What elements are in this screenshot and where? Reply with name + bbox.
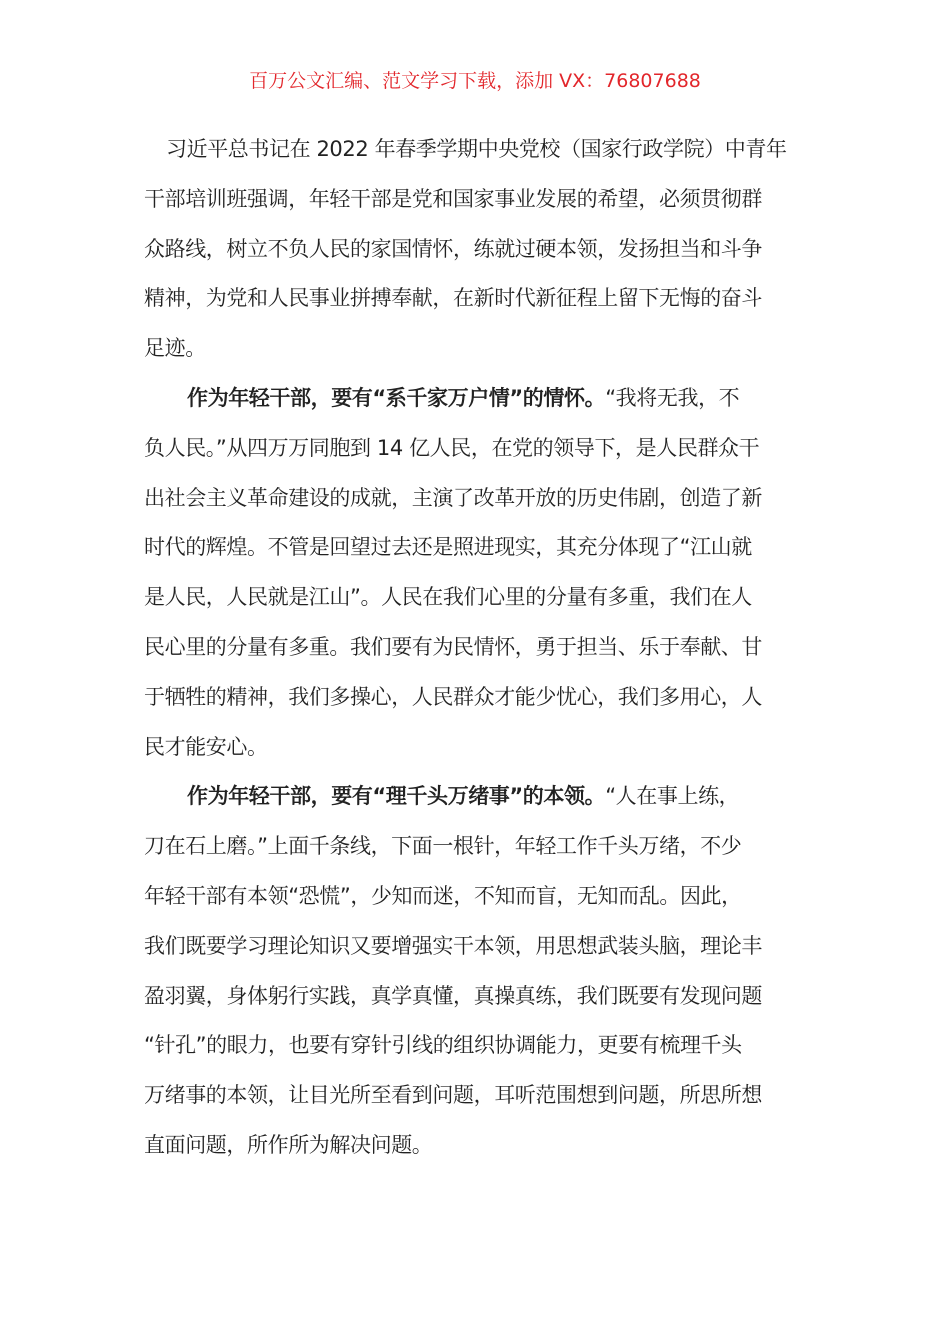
text-line: 负人民。”从四万万同胞到 14 亿人民，在党的领导下，是人民群众干: [144, 435, 760, 460]
paragraph-2: [144, 374, 824, 772]
text-line: [144, 374, 824, 424]
text-line: 年轻干部有本领“恐慌”，少知而迷，不知而盲，无知而乱。因此，: [144, 883, 742, 908]
text-line: 精神，为党和人民事业拼搏奉献，在新时代新征程上留下无悔的奋斗: [144, 286, 762, 311]
text-line: “针孔”的眼力，也要有穿针引线的组织协调能力，更要有梳理千头: [144, 1033, 742, 1058]
text-line: [144, 772, 824, 822]
paragraph-3: [144, 772, 824, 1170]
text-line: 于牺牲的精神，我们多操心，人民群众才能少忧心，我们多用心，人: [144, 684, 762, 709]
text-line: 出社会主义革命建设的成就，主演了改革开放的历史伟剧，创造了新: [144, 485, 762, 510]
text-line: 我们既要学习理论知识又要增强实干本领，用思想武装头脑，理论丰: [144, 933, 762, 958]
text-line: 刀在石上磨。”上面千条线，下面一根针，年轻工作千头万绪，不少: [144, 834, 742, 859]
watermark-header: 百万公文汇编、范文学习下载，添加 VX：76807688: [249, 70, 701, 92]
text-line: 直面问题，所作所为解决问题。: [144, 1132, 433, 1157]
paragraph-1: [144, 125, 824, 374]
paragraph-lead-bold: 作为年轻干部，要有“系千家万户情”的情怀。: [187, 385, 606, 410]
paragraph-lead-bold: 作为年轻干部，要有“理千头万绪事”的本领。: [187, 784, 606, 809]
document-body: [144, 125, 824, 1171]
text-line: 民才能安心。: [144, 734, 268, 759]
text-line: 习近平总书记在 2022 年春季学期中央党校（国家行政学院）中青年: [166, 137, 787, 161]
text-line: 时代的辉煌。不管是回望过去还是照进现实，其充分体现了“江山就: [144, 535, 752, 560]
text-line: 足迹。: [144, 336, 206, 361]
text-segment: “我将无我，不: [605, 385, 740, 410]
text-line: 民心里的分量有多重。我们要有为民情怀，勇于担当、乐于奉献、甘: [144, 634, 762, 659]
text-line: 是人民，人民就是江山”。人民在我们心里的分量有多重，我们在人: [144, 585, 752, 610]
text-line: 万绪事的本领，让目光所至看到问题，耳听范围想到问题，所思所想: [144, 1083, 762, 1108]
text-segment: “人在事上练，: [605, 784, 740, 809]
text-line: 众路线，树立不负人民的家国情怀，练就过硬本领，发扬担当和斗争: [144, 236, 762, 261]
text-line: 盈羽翼，身体躬行实践，真学真懂，真操真练，我们既要有发现问题: [144, 983, 762, 1008]
text-line: 干部培训班强调，年轻干部是党和国家事业发展的希望，必须贯彻群: [144, 186, 762, 211]
